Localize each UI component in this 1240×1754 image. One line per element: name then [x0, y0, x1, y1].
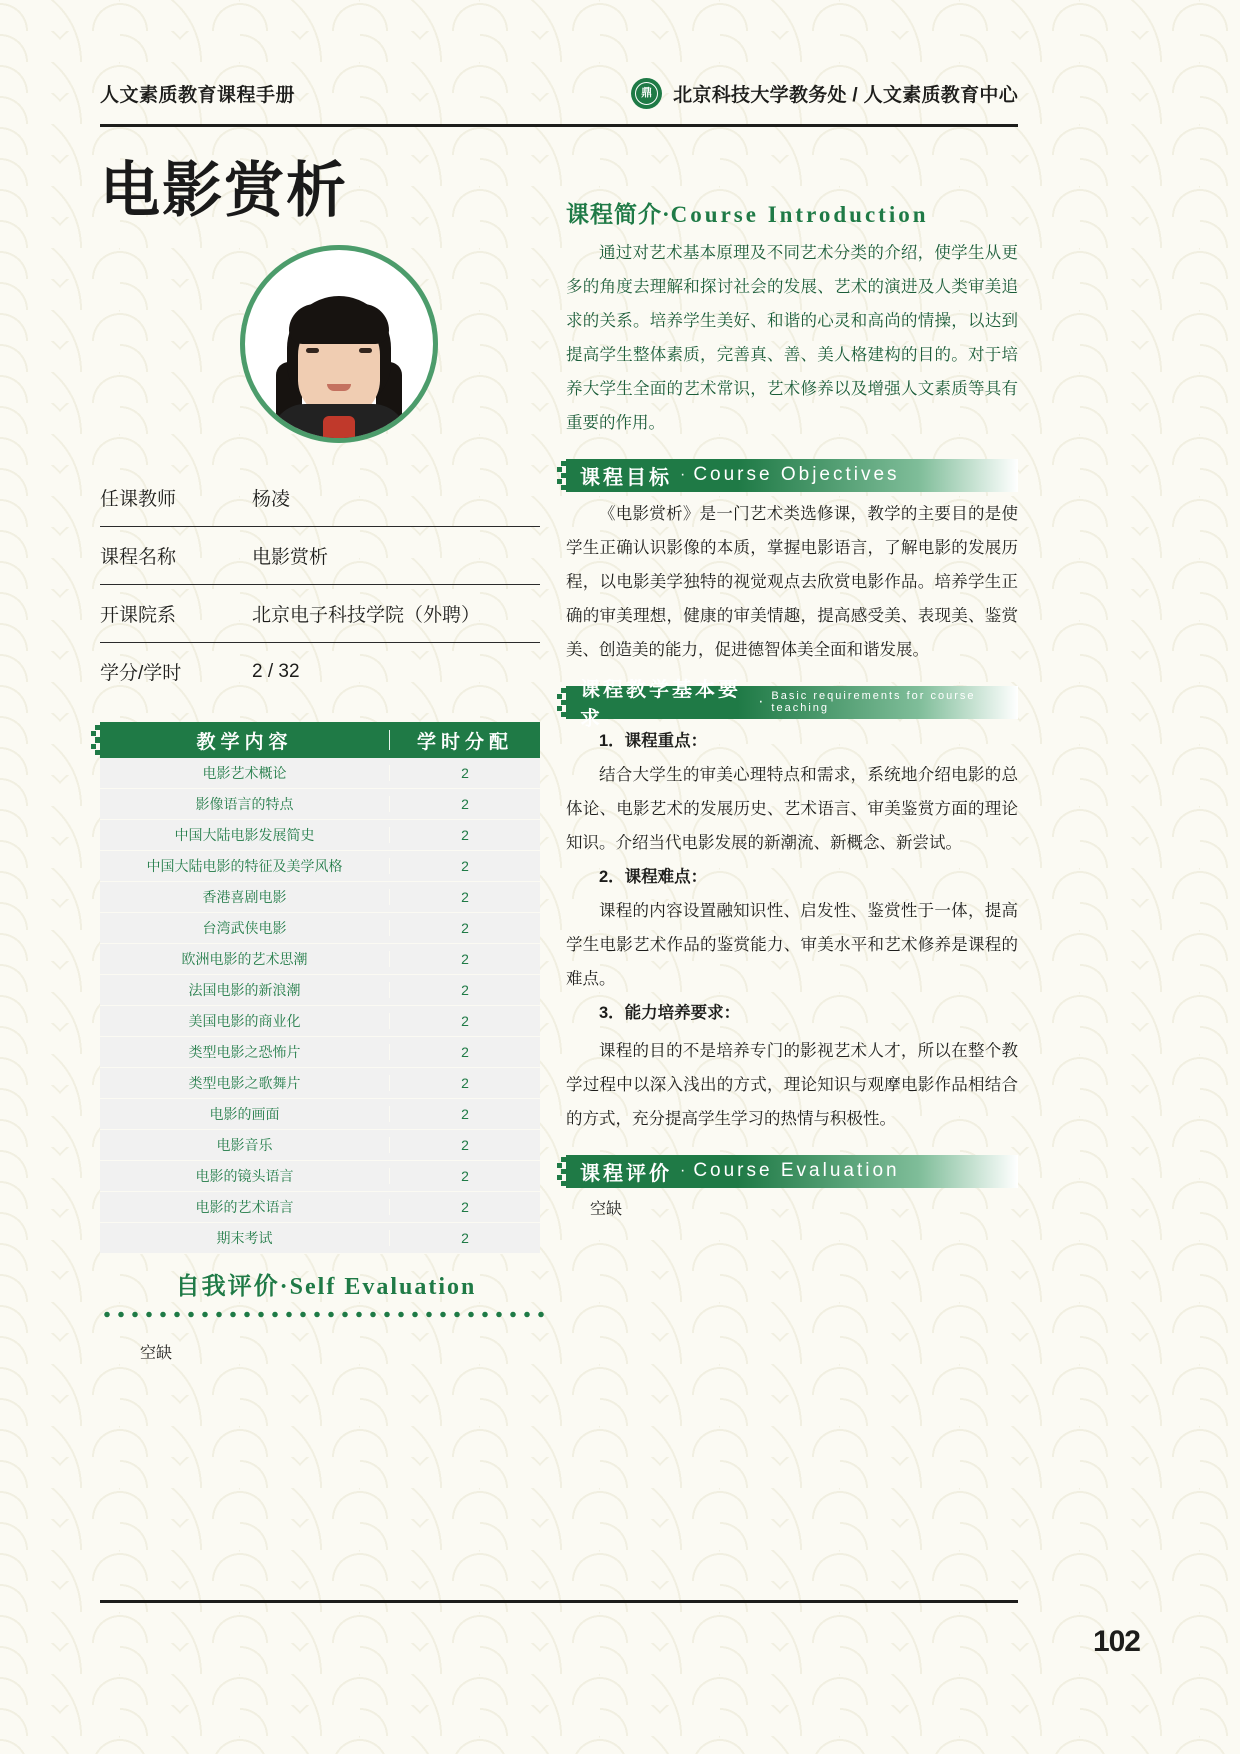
- pixel-notch-decoration: [91, 725, 100, 755]
- table-header-hours: 学时分配: [416, 731, 513, 753]
- info-value: 杨凌: [252, 489, 291, 510]
- table-cell-content: 香港喜剧电影: [202, 889, 287, 905]
- table-cell-hours: 2: [389, 1168, 540, 1184]
- table-cell-content: 中国大陆电影发展简史: [174, 827, 315, 843]
- self-evaluation-heading-sep: ·: [279, 1274, 290, 1300]
- self-evaluation-body: 空缺: [140, 1345, 173, 1362]
- info-value: 2 / 32: [252, 660, 300, 682]
- introduction-title: [566, 196, 1018, 229]
- table-cell-hours: 2: [389, 982, 540, 998]
- portrait-illustration: [280, 288, 398, 438]
- introduction-title-en: Course Introduction: [670, 202, 929, 227]
- dotted-divider: [100, 1311, 552, 1318]
- table-cell-content: 欧洲电影的艺术思潮: [181, 951, 308, 967]
- info-value: 电影赏析: [252, 547, 329, 568]
- page-number: 102: [1092, 1625, 1140, 1658]
- table-cell-content: 台湾武侠电影: [202, 920, 287, 936]
- requirement-heading: 1．课程重点：: [599, 731, 708, 750]
- table-cell-content: 中国大陆电影的特征及美学风格: [146, 858, 343, 874]
- pixel-notch-decoration: [557, 688, 566, 717]
- table-row: [100, 789, 540, 820]
- right-column: [566, 196, 1018, 1219]
- table-row: [100, 913, 540, 944]
- evaluation-title-cn: 课程评价: [580, 1162, 672, 1185]
- info-key: 开课院系: [100, 605, 177, 626]
- table-cell-hours: 2: [389, 1075, 540, 1091]
- header-org-label: 北京科技大学教务处 / 人文素质教育中心: [673, 85, 1018, 106]
- self-evaluation-heading-en: Self Evaluation: [289, 1274, 477, 1300]
- requirements-title-cn: 课程教学基本要求: [580, 679, 741, 731]
- teaching-table-body: [100, 758, 540, 1254]
- table-row: [100, 1192, 540, 1223]
- pixel-notch-decoration: [557, 461, 566, 490]
- info-row: [100, 469, 540, 527]
- table-cell-content: 美国电影的商业化: [188, 1013, 301, 1029]
- objectives-title-cn: 课程目标: [580, 466, 672, 489]
- table-cell-hours: 2: [389, 1230, 540, 1246]
- objectives-title-sep: ·: [680, 466, 686, 484]
- objectives-body: 《电影赏析》是一门艺术类选修课，教学的主要目的是使学生正确认识影像的本质，掌握电影语言，了解电影的发展历程，以电影美学独特的视觉观点去欣赏电影作品。培养学生正确的审美理想，健康的审美情趣，提高感受美、表现美、鉴赏美、创造美的能力，促进德智体美全面和谐发展。: [566, 504, 1018, 659]
- footer-divider: [100, 1600, 1018, 1603]
- requirements-band: [566, 679, 1018, 731]
- table-row: [100, 1099, 540, 1130]
- table-row: [100, 1130, 540, 1161]
- table-cell-content: 期末考试: [216, 1230, 273, 1246]
- table-row: [100, 882, 540, 913]
- self-evaluation-heading: [100, 1266, 552, 1301]
- table-row: [100, 944, 540, 975]
- info-key: 学分/学时: [100, 663, 182, 684]
- introduction-body: 通过对艺术基本原理及不同艺术分类的介绍，使学生从更多的角度去理解和探讨社会的发展、艺术的演进及人类审美追求的关系。培养学生美好、和谐的心灵和高尚的情操，以达到提高学生整体素质，完善真、善、美人格建构的目的。对于培养大学生全面的艺术常识，艺术修养以及增强人文素质等具有重要的作用。: [566, 244, 1018, 432]
- left-column: [100, 156, 552, 1363]
- header-org: [631, 78, 1018, 109]
- table-cell-content: 电影的镜头语言: [195, 1168, 294, 1184]
- table-cell-hours: 2: [389, 765, 540, 781]
- table-cell-hours: 2: [389, 796, 540, 812]
- table-cell-hours: 2: [389, 1199, 540, 1215]
- header-separator: [389, 730, 390, 750]
- requirement-body: 课程的目的不是培养专门的影视艺术人才，所以在整个教学过程中以深入浅出的方式，理论知识与观摩电影作品相结合的方式，充分提高学生学习的热情与积极性。: [566, 1041, 1018, 1128]
- self-evaluation-section: [100, 1266, 552, 1363]
- table-cell-hours: 2: [389, 1137, 540, 1153]
- requirement-body: 结合大学生的审美心理特点和需求，系统地介绍电影的总体论、电影艺术的发展历史、艺术语言、审美鉴赏方面的理论知识。介绍当代电影发展的新潮流、新概念、新尝试。: [566, 765, 1018, 852]
- table-row: [100, 1037, 540, 1068]
- evaluation-title-sep: ·: [680, 1162, 686, 1180]
- requirement-heading: 2．课程难点：: [599, 867, 708, 886]
- requirements-title-sep: ·: [758, 693, 764, 711]
- table-cell-content: 电影艺术概论: [202, 765, 287, 781]
- info-row: [100, 527, 540, 585]
- table-cell-hours: 2: [389, 827, 540, 843]
- table-row: [100, 1006, 540, 1037]
- table-cell-hours: 2: [389, 951, 540, 967]
- evaluation-band: [566, 1155, 1018, 1188]
- requirements-title-en: Basic requirements for course teaching: [771, 690, 976, 715]
- table-cell-hours: 2: [389, 889, 540, 905]
- table-row: [100, 820, 540, 851]
- teaching-content-table: [100, 722, 540, 1254]
- table-cell-hours: 2: [389, 1013, 540, 1029]
- table-row: [100, 1068, 540, 1099]
- table-cell-content: 类型电影之歌舞片: [188, 1075, 301, 1091]
- objectives-title-en: Course Objectives: [693, 464, 900, 486]
- table-cell-content: 电影的画面: [209, 1106, 280, 1122]
- page-header: [100, 78, 1018, 109]
- info-row: [100, 643, 540, 700]
- teaching-table-header: [100, 722, 540, 758]
- portrait-ring: [240, 245, 438, 443]
- table-row: [100, 1161, 540, 1192]
- course-info-table: [100, 469, 540, 700]
- evaluation-body: 空缺: [590, 1200, 623, 1218]
- table-row: [100, 1223, 540, 1254]
- table-cell-content: 法国电影的新浪潮: [188, 982, 301, 998]
- table-cell-content: 类型电影之恐怖片: [188, 1044, 301, 1060]
- table-cell-hours: 2: [389, 1106, 540, 1122]
- table-cell-content: 电影的艺术语言: [195, 1199, 294, 1215]
- table-cell-hours: 2: [389, 920, 540, 936]
- header-handbook-label: 人文素质教育课程手册: [100, 85, 296, 106]
- table-cell-hours: 2: [389, 1044, 540, 1060]
- table-cell-content: 电影音乐: [216, 1137, 273, 1153]
- table-row: [100, 975, 540, 1006]
- instructor-portrait: [240, 245, 438, 443]
- info-row: [100, 585, 540, 643]
- table-row: [100, 851, 540, 882]
- table-row: [100, 758, 540, 789]
- introduction-title-sep: ·: [662, 202, 671, 227]
- pixel-notch-decoration: [557, 1157, 566, 1186]
- university-logo-icon: [631, 78, 662, 109]
- introduction-title-cn: 课程简介: [566, 202, 662, 227]
- self-evaluation-heading-cn: 自我评价: [175, 1274, 280, 1300]
- logo-glyph: 鼎: [641, 87, 653, 99]
- info-value: 北京电子科技学院（外聘）: [252, 605, 481, 626]
- requirement-body: 课程的内容设置融知识性、启发性、鉴赏性于一体，提高学生电影艺术作品的鉴赏能力、审美水平和艺术修养是课程的难点。: [566, 901, 1018, 988]
- info-key: 任课教师: [100, 489, 177, 510]
- objectives-band: [566, 459, 1018, 492]
- table-cell-content: 影像语言的特点: [195, 796, 294, 812]
- evaluation-title-en: Course Evaluation: [693, 1160, 900, 1182]
- info-key: 课程名称: [100, 547, 177, 568]
- table-header-content: 教学内容: [196, 731, 293, 753]
- requirement-heading: 3．能力培养要求：: [599, 1003, 741, 1022]
- header-divider: [100, 124, 1018, 127]
- page-title: 电影赏析: [100, 156, 348, 226]
- table-cell-hours: 2: [389, 858, 540, 874]
